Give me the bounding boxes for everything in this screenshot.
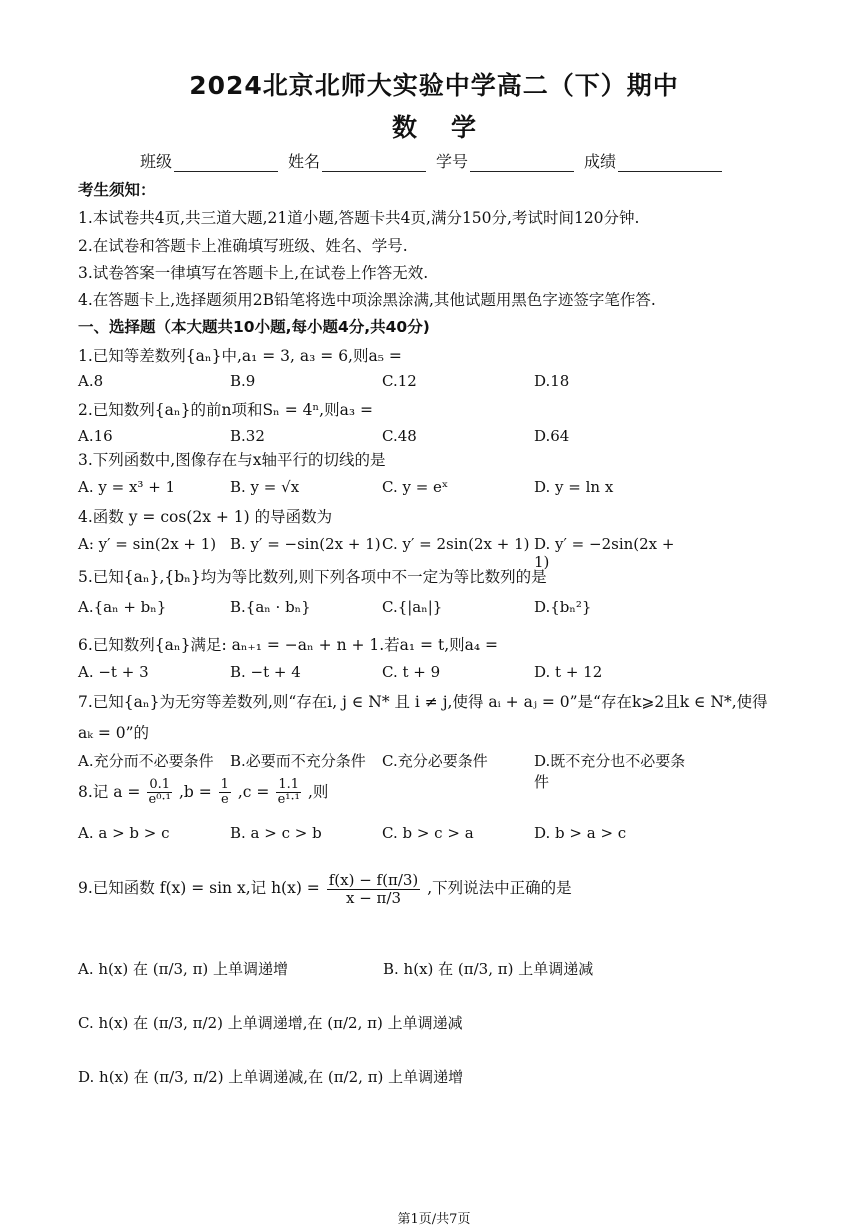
option-b[interactable]: B.必要而不充分条件 <box>230 752 366 770</box>
question-4: 4.函数 y = cos(2x + 1) 的导函数为 <box>78 508 333 526</box>
option-c[interactable]: C.12 <box>382 372 417 390</box>
question-9-option-d <box>78 1066 798 1087</box>
option-c[interactable]: C. y = eˣ <box>382 478 449 496</box>
notice-heading: 考生须知： <box>78 181 156 199</box>
option-a[interactable]: A.充分而不必要条件 <box>78 752 214 770</box>
notice-item: 3.试卷答案一律填写在答题卡上,在试卷上作答无效. <box>78 264 429 282</box>
option-a[interactable]: A. a > b > c <box>78 824 170 842</box>
option-b[interactable]: B. y = √x <box>230 478 300 496</box>
option-b[interactable]: B. a > c > b <box>230 824 322 842</box>
option-b[interactable]: B. y′ = −sin(2x + 1) <box>230 535 381 553</box>
fraction-a: $\frac{0.1}{\text{e⁰·¹}}$ <box>148 777 171 808</box>
option-c[interactable]: C.{|aₙ|} <box>382 598 443 616</box>
section-heading: 一、选择题（本大题共10小题,每小题4分,共40分) <box>78 318 430 336</box>
question-2-options <box>78 427 798 445</box>
fraction-h: $\frac{f(x) - f(\pi/3)}{x - \pi/3}$ <box>328 871 419 907</box>
option-a[interactable]: A.8 <box>78 372 104 390</box>
score-blank[interactable] <box>618 153 722 172</box>
option-a[interactable]: A. h(x) 在 (π/3, π) 上单调递增 <box>78 960 289 978</box>
option-d[interactable]: D.既不充分也不必要条件 <box>534 752 686 791</box>
id-field: 学号 <box>436 149 574 172</box>
notice-item: 1.本试卷共4页,共三道大题,21道小题,答题卡共4页,满分150分,考试时间120分钟. <box>78 209 640 227</box>
option-c[interactable]: C. h(x) 在 (π/3, π/2) 上单调递增,在 (π/2, π) 上单调递减 <box>78 1014 463 1032</box>
option-d[interactable]: D. y′ = −2sin(2x + 1) <box>534 535 675 571</box>
option-c[interactable]: C. b > c > a <box>382 824 474 842</box>
option-c[interactable]: C.充分必要条件 <box>382 752 488 770</box>
option-b[interactable]: B. −t + 4 <box>230 663 301 681</box>
exam-subject: 数学 <box>391 113 510 142</box>
option-b[interactable]: B.{aₙ · bₙ} <box>230 598 311 616</box>
option-d[interactable]: D.64 <box>534 427 570 445</box>
score-field: 成绩 <box>584 149 722 172</box>
option-a[interactable]: A: y′ = sin(2x + 1) <box>78 535 217 553</box>
fraction-c: $\frac{1.1}{\text{e¹·¹}}$ <box>277 777 300 808</box>
option-a[interactable]: A.16 <box>78 427 113 445</box>
question-6: 6.已知数列{aₙ}满足: aₙ₊₁ = −aₙ + n + 1.若a₁ = t,则a₄ = <box>78 636 498 654</box>
question-1-options <box>78 372 798 390</box>
question-1: 1.已知等差数列{aₙ}中,a₁ = 3, a₃ = 6,则a₅ = <box>78 347 402 365</box>
exam-title: 2024北京北师大实验中学高二（下）期中 <box>189 71 679 100</box>
question-9-options-ab <box>78 958 798 979</box>
option-d[interactable]: D.{bₙ²} <box>534 598 592 616</box>
option-a[interactable]: A. y = x³ + 1 <box>78 478 176 496</box>
option-c[interactable]: C. y′ = 2sin(2x + 1) <box>382 535 530 553</box>
option-d[interactable]: D. b > a > c <box>534 824 627 842</box>
question-9: 9.已知函数 f(x) = sin x,记 h(x) = $\frac{f(x) - f(\pi/3)}{x - \pi/3}$ ,下列说法中正确的是 <box>78 871 572 907</box>
notice-item: 4.在答题卡上,选择题须用2B铅笔将选中项涂黑涂满,其他试题用黑色字迹签字笔作答. <box>78 291 656 309</box>
question-6-options <box>78 663 798 681</box>
student-info-row <box>140 149 722 172</box>
question-9-option-c <box>78 1012 798 1033</box>
option-d[interactable]: D. t + 12 <box>534 663 603 681</box>
class-field: 班级 <box>140 149 278 172</box>
name-blank[interactable] <box>322 153 426 172</box>
option-d[interactable]: D.18 <box>534 372 570 390</box>
option-b[interactable]: B.32 <box>230 427 265 445</box>
question-2: 2.已知数列{aₙ}的前n项和Sₙ = 4ⁿ,则a₃ = <box>78 401 373 419</box>
question-5-options <box>78 598 798 616</box>
fraction-b: $\frac{1}{e}$ <box>220 777 229 808</box>
page-footer: 第1页/共7页 <box>397 1212 471 1227</box>
option-c[interactable]: C. t + 9 <box>382 663 441 681</box>
question-8-options <box>78 824 798 842</box>
option-d[interactable]: D. h(x) 在 (π/3, π/2) 上单调递减,在 (π/2, π) 上单调递增 <box>78 1068 464 1086</box>
option-d[interactable]: D. y = ln x <box>534 478 614 496</box>
question-7: 7.已知{aₙ}为无穷等差数列,则“存在i, j ∈ N* 且 i ≠ j,使得 aᵢ + aⱼ = 0”是“存在k⩾2且k ∈ N*,使得 <box>78 693 768 711</box>
class-blank[interactable] <box>174 153 278 172</box>
option-a[interactable]: A. −t + 3 <box>78 663 149 681</box>
question-8: 8.记 a = $\frac{0.1}{\text{e⁰·¹}}$ ,b = $\frac{1}{e}$ ,c = $\frac{1.1}{\text{e¹·¹}}$ ,则 <box>78 777 329 808</box>
option-a[interactable]: A.{aₙ + bₙ} <box>78 598 167 616</box>
name-field: 姓名 <box>288 149 426 172</box>
question-3-options <box>78 478 798 496</box>
option-b[interactable]: B.9 <box>230 372 256 390</box>
question-3: 3.下列函数中,图像存在与x轴平行的切线的是 <box>78 451 386 469</box>
id-blank[interactable] <box>470 153 574 172</box>
option-b[interactable]: B. h(x) 在 (π/3, π) 上单调递减 <box>383 960 594 978</box>
question-5: 5.已知{aₙ},{bₙ}均为等比数列,则下列各项中不一定为等比数列的是 <box>78 568 547 586</box>
question-7-cont: aₖ = 0”的 <box>78 724 150 742</box>
notice-item: 2.在试卷和答题卡上准确填写班级、姓名、学号. <box>78 237 408 255</box>
option-c[interactable]: C.48 <box>382 427 417 445</box>
